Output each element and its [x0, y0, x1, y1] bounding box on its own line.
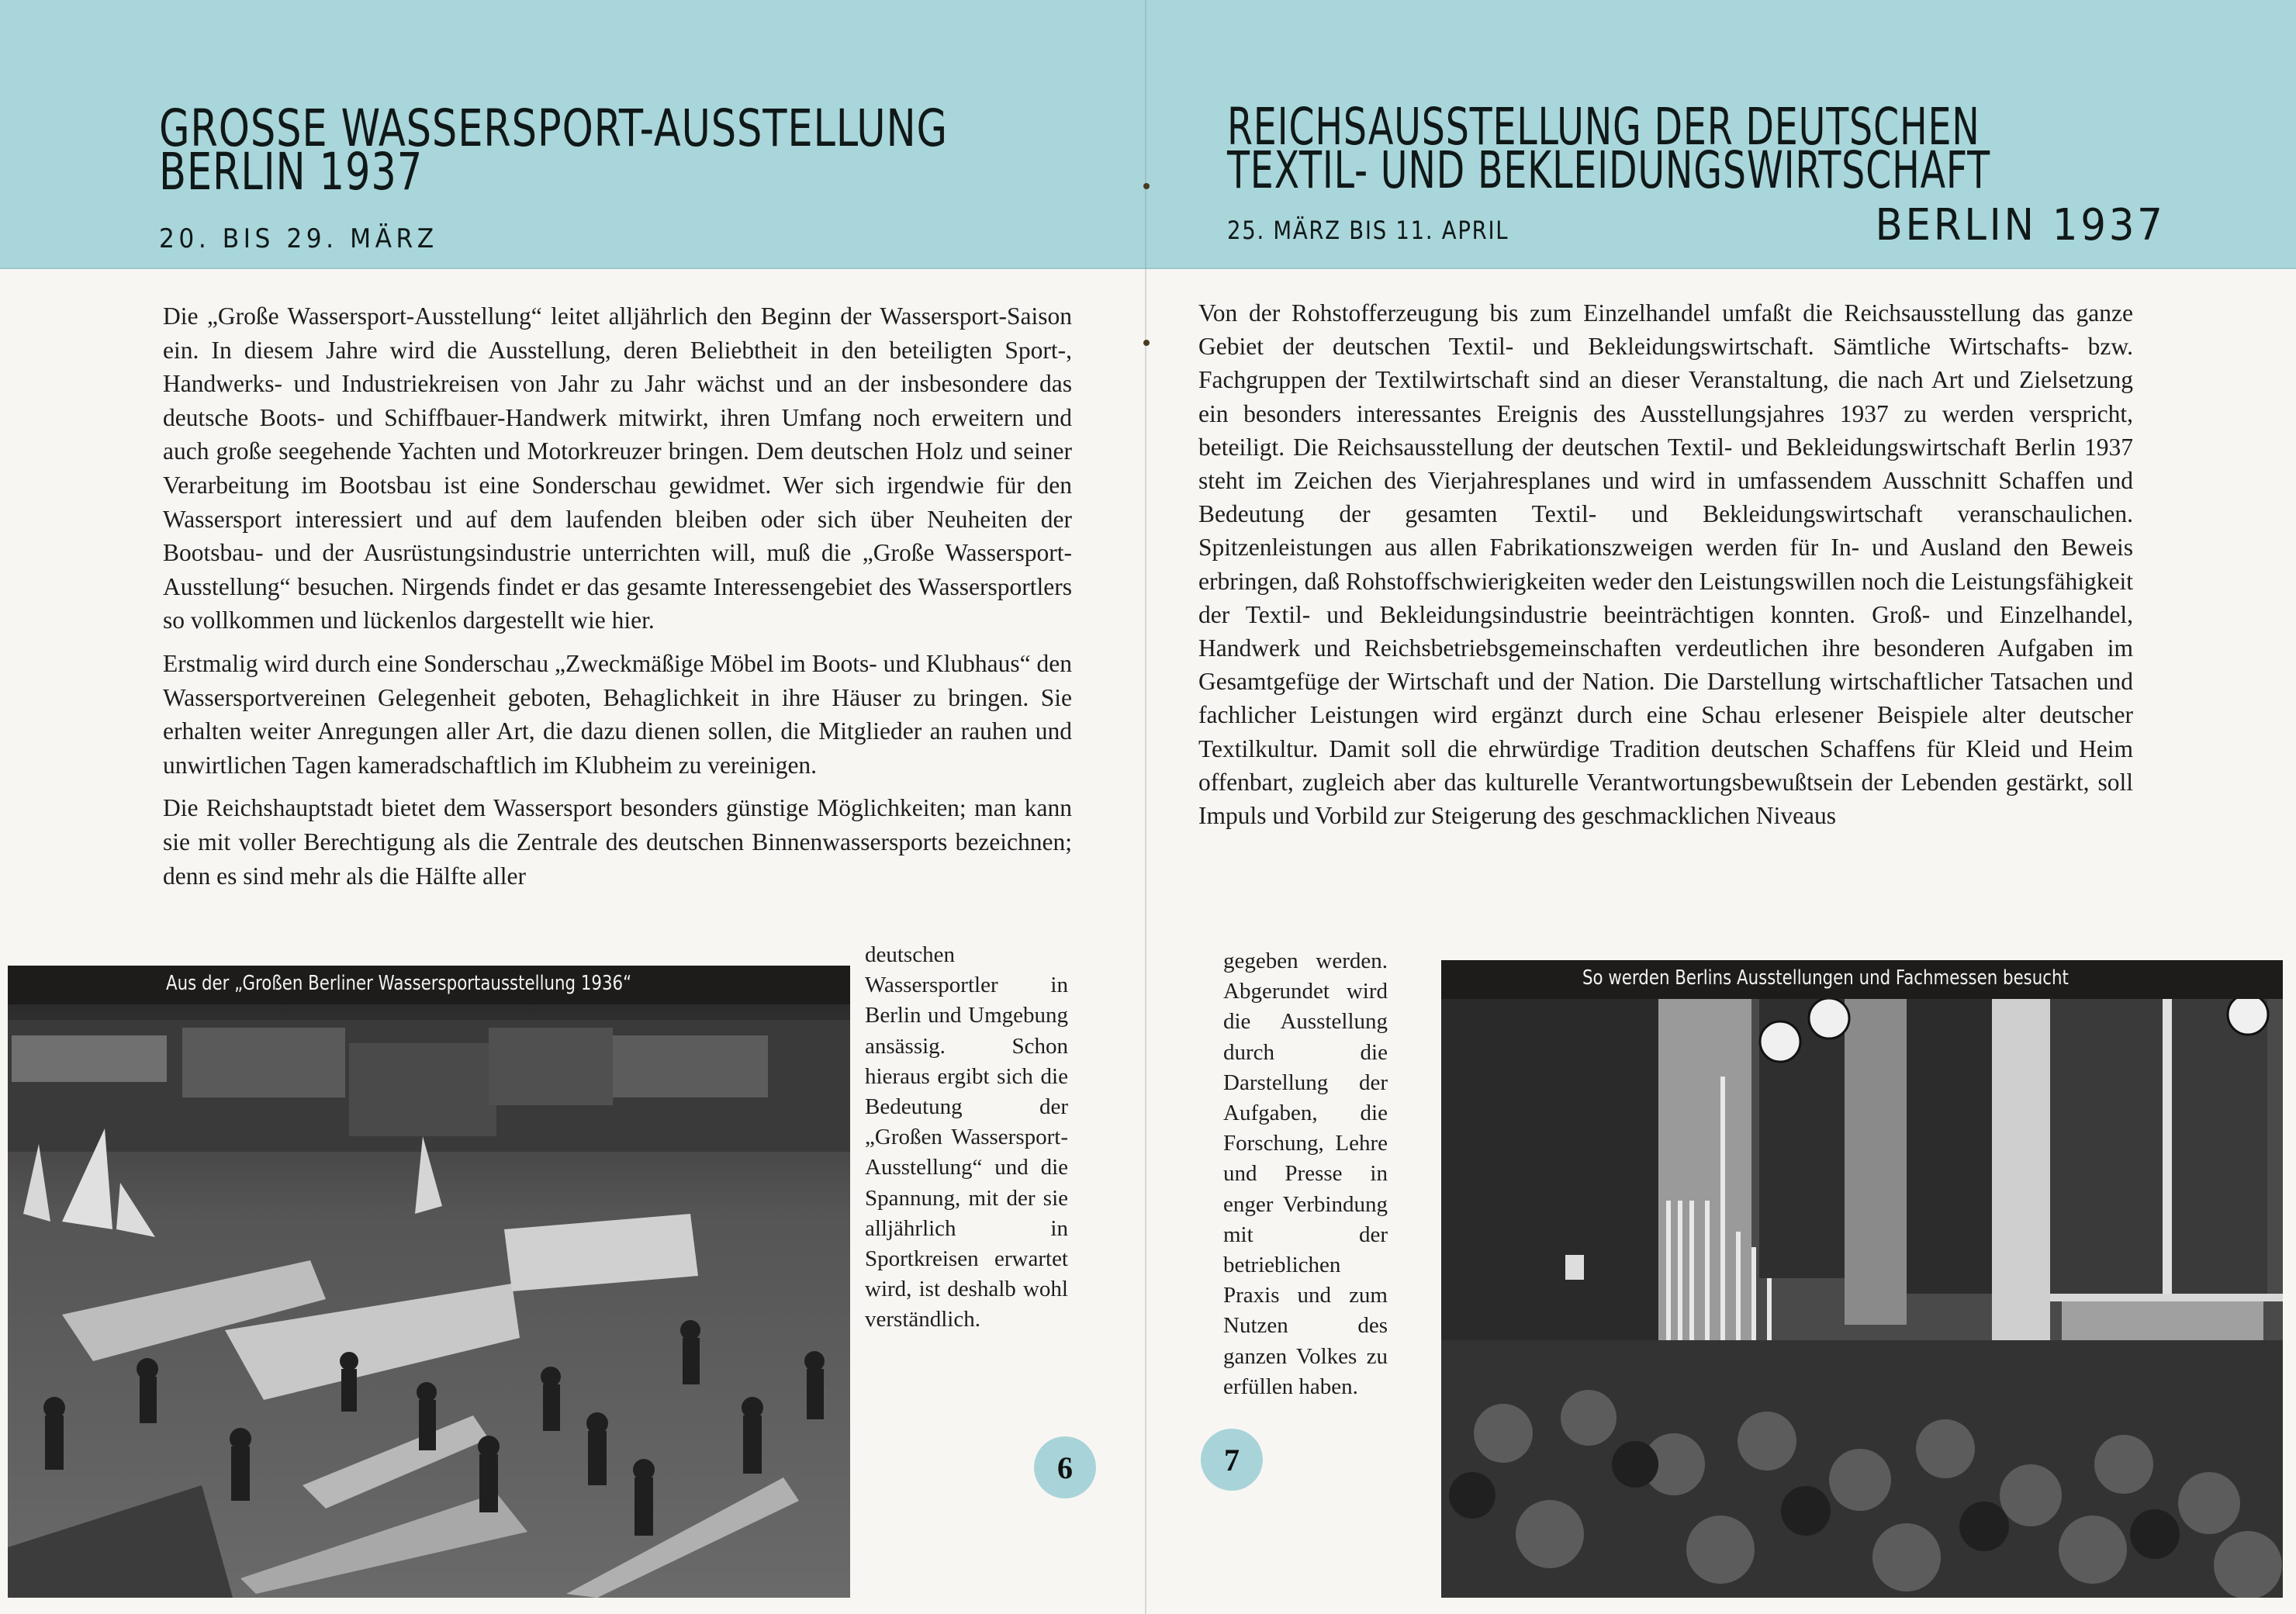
- right-title-line-2: TEXTIL- UND BEKLEIDUNGSWIRTSCHAFT: [1227, 140, 1990, 200]
- page-number-badge: 7: [1201, 1429, 1263, 1491]
- left-page-title: [159, 98, 948, 202]
- right-body-text: [1198, 296, 2133, 842]
- right-page-date: 25. MÄRZ BIS 11. APRIL: [1227, 216, 1509, 245]
- photo-boat-exhibition: [8, 966, 850, 1598]
- photo-exhibition-crowd: [1441, 960, 2283, 1598]
- page-number-badge: 6: [1034, 1436, 1096, 1498]
- left-title-line-2: BERLIN 1937: [159, 142, 424, 202]
- left-side-column-text: deutschen Wassersportler in Berlin und Umgebung ansässig. Schon hieraus ergibt sich die Bedeutung der „Großen Wassersport-Ausstellung“ und die Spannung, mit der sie alljährlich in Sportkreisen erwartet wird, ist deshalb wohl verständlich.: [865, 942, 1068, 1332]
- right-side-column-text: gegeben werden. Abgerundet wird die Ausstellung durch die Darstellung der Aufgaben, die Forschung, Lehre und Presse in enger Verbindung mit der betrieblichen Praxis und zum Nutzen des ganzen Volkes zu erfüllen haben.: [1223, 949, 1388, 1399]
- caption-bar: [1441, 960, 2283, 999]
- photo-caption-right: So werden Berlins Ausstellungen und Fachmessen besucht: [1582, 966, 2069, 990]
- book-spine-fold: [1145, 0, 1146, 1614]
- boat-exhibition-hall-illustration: [8, 1004, 850, 1598]
- right-title-line-1: REICHSAUSSTELLUNG DER DEUTSCHEN: [1227, 97, 1980, 157]
- left-page-date: 20. BIS 29. MÄRZ: [159, 223, 438, 254]
- left-page: [0, 0, 1146, 1614]
- caption-bar: [8, 966, 850, 1004]
- left-paragraph-1: Die „Große Wassersport-Ausstellung“ leitet alljährlich den Beginn der Wassersport-Saison ein. In diesem Jahre wird die Ausstellung, deren Beliebtheit in den beteiligten Sport-, Handwerks- und Industriekreisen von Jahr zu Jahr wächst und an der insbesondere das deutsche Boots- und Schiffbauer-Handwerk mitwirkt, ihren Umfang noch erweitern und auch große seegehende Yachten und Motorkreuzer bringen. Dem deutschen Holz und seiner Verarbeitung im Bootsbau ist eine Sonderschau gewidmet. Wer sich irgendwie für den Wassersport interessiert und auf dem laufenden bleiben oder sich über Neuheiten der Bootsbau- und der Ausrüstungsindustrie unterrichten will, muß die „Große Wassersport-Ausstellung“ besuchen. Nirgends findet er das gesamte Interessengebiet des Wassersportlers so vollkommen und lückenlos dargestellt wie hier.: [163, 302, 1072, 634]
- left-title-line-1: GROSSE WASSERSPORT-AUSSTELLUNG: [159, 98, 948, 158]
- staple-bottom: [1143, 340, 1150, 346]
- right-page-city-year: BERLIN 1937: [1875, 200, 2166, 251]
- left-paragraph-2: Erstmalig wird durch eine Sonderschau „Zweckmäßige Möbel im Boots- und Klubhaus“ den Wassersportvereinen Gelegenheit geboten, Behaglichkeit in ihre Häuser zu bringen. Sie erhalten weiter Anregungen aller Art, die dazu dienen sollen, die Mitglieder an rauhen und unwirtlichen Tagen kameradschaftlich im Klubheim zu vereinigen.: [163, 649, 1072, 779]
- right-paragraph-1: Von der Rohstofferzeugung bis zum Einzelhandel umfaßt die Reichsausstellung das ganze Gebiet der deutschen Textil- und Bekleidungswirtschaft. Sämtliche Wirtschafts- bzw. Fachgruppen der Textilwirtschaft sind an dieser Veranstaltung, die nach Art und Zielsetzung ein besonders interessantes Ereignis des Ausstellungsjahres 1937 zu werden verspricht, beteiligt. Die Reichsausstellung der deutschen Textil- und Bekleidungswirtschaft Berlin 1937 steht im Zeichen des Vierjahresplanes und wird in umfassendem Ausschnitt Schaffen und Bedeutung der gesamten Textil- und Bekleidungswirtschaft veranschaulichen. Spitzenleistungen aus allen Fabrikationszweigen werden für In- und Ausland den Beweis erbringen, daß Rohstoffschwierigkeiten weder den Leistungswillen noch die Leistungsfähigkeit der Textil- und Bekleidungsindustrie beeinträchtigen konnten. Groß- und Einzelhandel, Handwerk und Reichsbetriebsgemeinschaften verdeutlichen ihre besonderen Aufgaben im Gesamtgefüge der Wirtschaft und der Nation. Die Darstellung wirtschaftlicher Tatsachen und fachlicher Leistungen wird ergänzt durch eine Schau erlesener Beispiele alter deutscher Textilkultur. Damit soll die ehrwürdige Tradition deutschen Schaffens für Kleid und Heim offenbart, zugleich aber das kulturelle Verantwortungsbewußtsein der Lebenden gestärkt, soll Impuls und Vorbild zur Steigerung des geschmacklichen Niveaus: [1198, 299, 2133, 830]
- crowd-at-exhibition-illustration: [1441, 999, 2283, 1598]
- right-page-title: [1227, 97, 1990, 200]
- staple-top: [1143, 183, 1150, 189]
- left-body-text: [163, 299, 1072, 902]
- photo-caption-left: Aus der „Großen Berliner Wassersportausstellung 1936“: [166, 972, 632, 995]
- left-paragraph-3: Die Reichshauptstadt bietet dem Wassersport besonders günstige Möglichkeiten; man kann sie mit voller Berechtigung als die Zentrale des deutschen Binnenwassersports bezeichnen; denn es sind mehr als die Hälfte aller: [163, 794, 1072, 890]
